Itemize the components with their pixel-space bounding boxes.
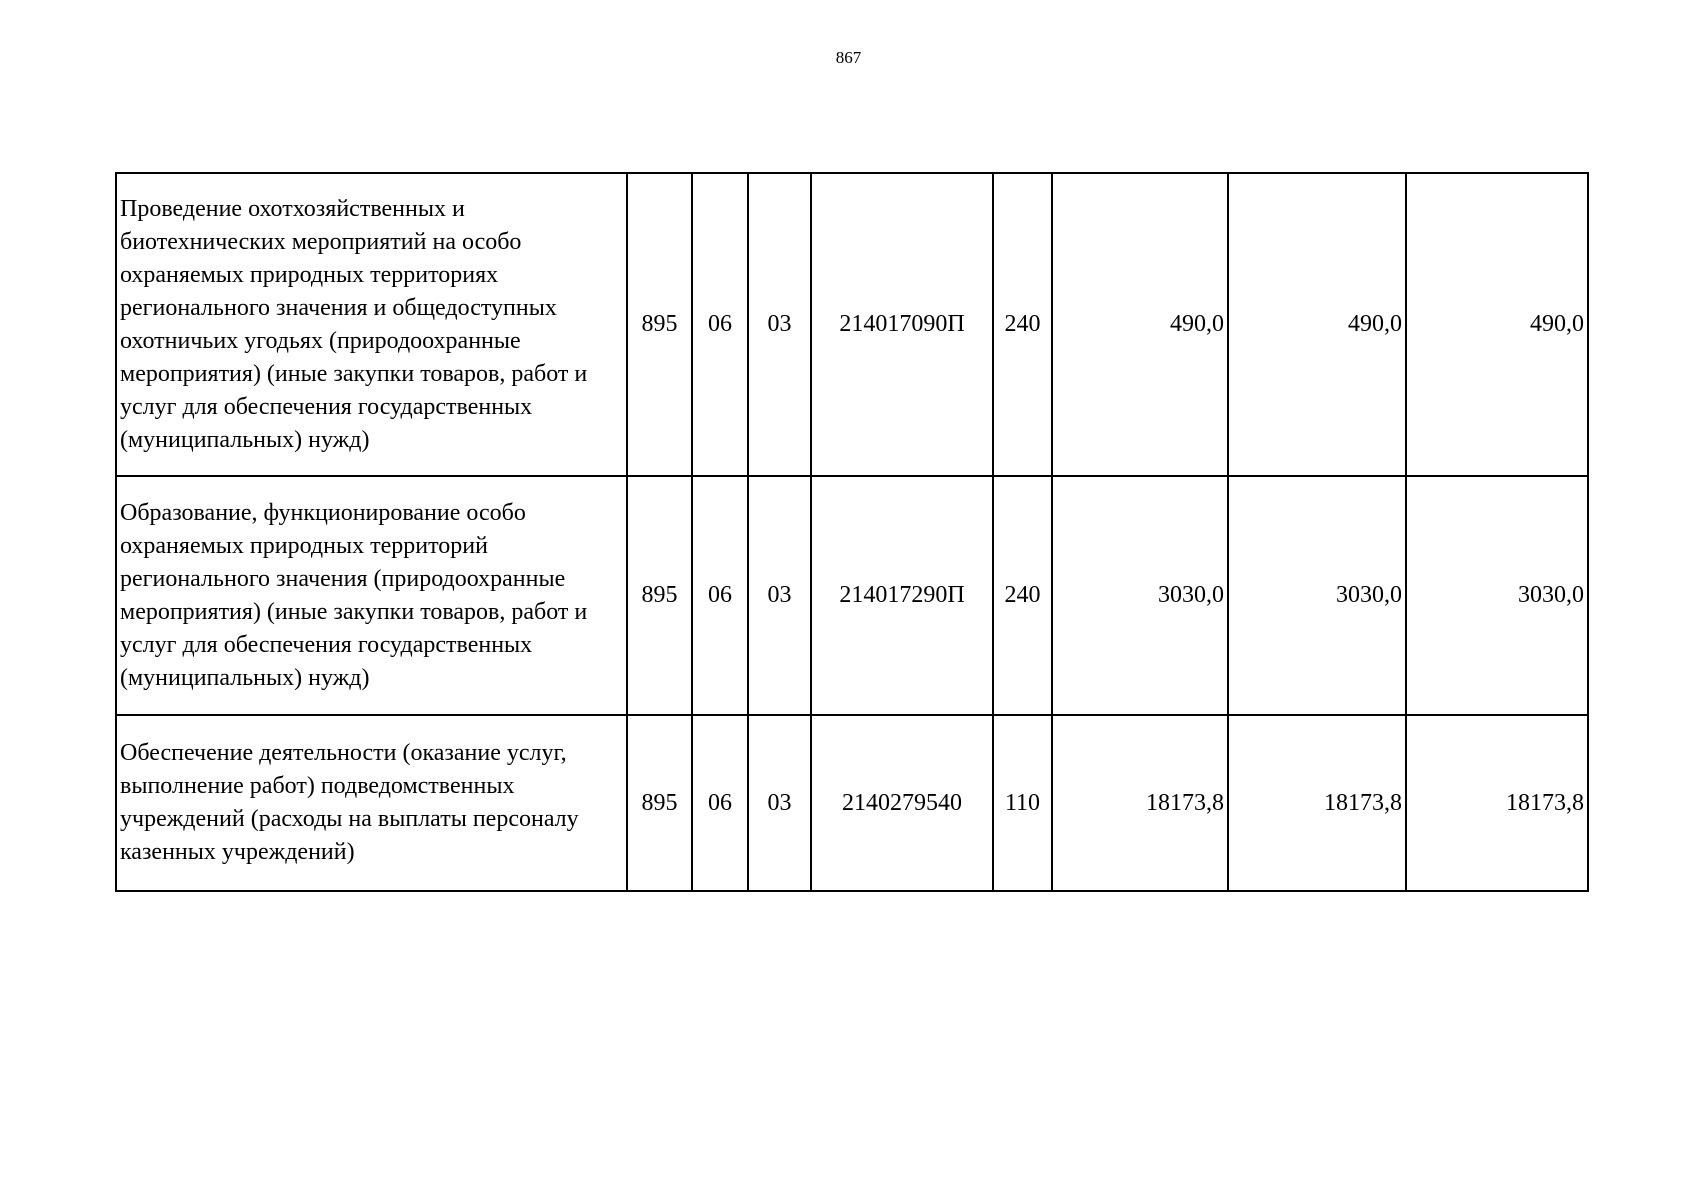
ministry-code-cell: 895 xyxy=(627,476,692,715)
subsection-cell: 03 xyxy=(748,715,811,891)
ministry-code-cell: 895 xyxy=(627,173,692,476)
expense-type-cell: 240 xyxy=(993,173,1052,476)
amount-cell-3: 18173,8 xyxy=(1406,715,1588,891)
amount-cell-3: 490,0 xyxy=(1406,173,1588,476)
amount-cell-1: 18173,8 xyxy=(1052,715,1228,891)
amount-cell-2: 490,0 xyxy=(1228,173,1406,476)
amount-cell-2: 18173,8 xyxy=(1228,715,1406,891)
subsection-cell: 03 xyxy=(748,173,811,476)
target-article-cell: 214017090П xyxy=(811,173,993,476)
amount-cell-2: 3030,0 xyxy=(1228,476,1406,715)
subsection-cell: 03 xyxy=(748,476,811,715)
target-article-cell: 2140279540 xyxy=(811,715,993,891)
description-cell: Обеспечение деятельности (оказание услуг, выполнение работ) подведомственных учреждений (расходы на выплаты персоналу казенных учреждений) xyxy=(116,715,627,891)
table-row xyxy=(116,173,1588,476)
amount-cell-3: 3030,0 xyxy=(1406,476,1588,715)
section-cell: 06 xyxy=(692,715,748,891)
page-number: 867 xyxy=(835,48,862,67)
budget-table xyxy=(115,172,1589,892)
expense-type-cell: 240 xyxy=(993,476,1052,715)
table-row xyxy=(116,715,1588,891)
table-row xyxy=(116,476,1588,715)
ministry-code-cell: 895 xyxy=(627,715,692,891)
description-cell: Образование, функционирование особо охраняемых природных территорий регионального значения (природоохранные мероприятия) (иные закупки товаров, работ и услуг для обеспечения государственных (муниципальных) нужд) xyxy=(116,476,627,715)
amount-cell-1: 490,0 xyxy=(1052,173,1228,476)
section-cell: 06 xyxy=(692,173,748,476)
section-cell: 06 xyxy=(692,476,748,715)
description-cell: Проведение охотхозяйственных и биотехнических мероприятий на особо охраняемых природных территориях регионального значения и общедоступных охотничьих угодьях (природоохранные мероприятия) (иные закупки товаров, работ и услуг для обеспечения государственных (муниципальных) нужд) xyxy=(116,173,627,476)
target-article-cell: 214017290П xyxy=(811,476,993,715)
amount-cell-1: 3030,0 xyxy=(1052,476,1228,715)
expense-type-cell: 110 xyxy=(993,715,1052,891)
